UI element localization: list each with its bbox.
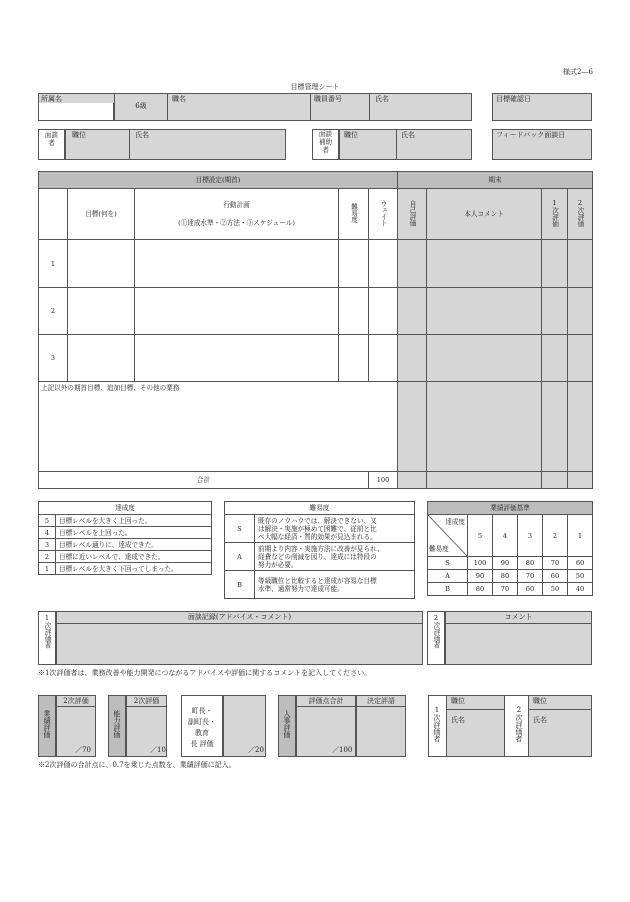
total-row: [39, 472, 593, 489]
table-row[interactable]: [39, 240, 593, 288]
second-evaluator-label: 2次評価者: [432, 614, 440, 649]
interviewer-shokui-label: 職位: [72, 131, 86, 139]
first-evaluator-label: 1次評価者: [43, 614, 51, 649]
second-eval-label: 2次評価者: [515, 706, 523, 742]
section-kishu: 目標設定(期首): [39, 172, 398, 189]
row-number: 2: [39, 288, 68, 335]
section-kimatsu: 期末: [398, 172, 593, 189]
assist-label: 面談補助者: [318, 130, 333, 154]
feedback-date-label: フィードバック面談日: [496, 131, 566, 139]
col-weight: ウェイト: [369, 189, 398, 240]
second-eval-shimei: 氏名: [533, 716, 547, 724]
second-eval-shokui: 職位: [533, 697, 547, 705]
sheet-title: 目標管理シート: [290, 83, 340, 91]
criteria-title: 業績評価基準: [428, 502, 593, 515]
gyoseki-max: ／70: [75, 746, 91, 754]
criteria-corner: 達成度 難易度: [428, 515, 468, 557]
gyoseki-label: 業績評価: [43, 710, 51, 738]
interviewer-cells[interactable]: [65, 129, 286, 160]
total-value: 100: [369, 472, 398, 489]
evaluation-note: ※2次評価の合計点に、0.7を乗じた点数を、業績評価に記入。: [38, 761, 236, 769]
first-eval-label: 1次評価者: [433, 706, 441, 742]
shozoku-input[interactable]: [38, 103, 114, 121]
shokuin-bango-label: 職員番号: [314, 95, 342, 103]
assist-shokui-label: 職位: [344, 131, 358, 139]
shimei-label: 氏名: [375, 95, 389, 103]
col-comment: 本人コメント: [427, 189, 542, 240]
achievement-title: 達成度: [39, 502, 212, 515]
mayor-label: 町長・ 副町長・ 教育 長 評価: [188, 707, 216, 748]
shokumei-label: 職名: [172, 95, 186, 103]
other-goals-label[interactable]: 上記以外の期首目標、追加目標、その他の業務: [39, 382, 398, 472]
score-max: ／100: [332, 746, 353, 754]
table-row[interactable]: [39, 288, 593, 335]
noryoku-col: 2次評価: [133, 697, 160, 705]
col-goal: 目標(何を): [68, 189, 135, 240]
difficulty-title: 難易度: [225, 502, 415, 515]
mayor-max: ／20: [248, 746, 264, 754]
assist-shimei-label: 氏名: [401, 131, 415, 139]
other-goals-row[interactable]: [39, 382, 593, 472]
final-grade-label: 決定評語: [367, 697, 395, 705]
score-total-label: 評価点合計: [308, 697, 344, 705]
interview-record-title: 面談記録(アドバイス・コメント): [187, 613, 292, 621]
goal-table: [38, 171, 593, 489]
interviewer-shimei-label: 氏名: [135, 131, 149, 139]
achievement-table: 達成度 5 目標レベルを大きく上回った。 4 目標レベルを上回った。 3 目標レベル通りに、達成できた。 2 目標に近いレベルで、達成できた。 1 目標レベルを大きく下回ってしまった。: [38, 501, 212, 575]
shozoku-label: 所属名: [41, 95, 62, 103]
col-first: 1次評価: [542, 189, 568, 240]
total-label: 合計: [39, 472, 369, 489]
grade-label: 6級: [135, 102, 147, 110]
first-eval-shokui: 職位: [451, 697, 465, 705]
comment-title: コメント: [504, 613, 533, 621]
interviewer-label: 面談者: [44, 131, 59, 147]
kakunin-bi-label: 目標確認日: [496, 95, 531, 103]
jinji-label: 人事評価: [283, 710, 291, 738]
table-row[interactable]: [39, 335, 593, 382]
difficulty-table: 難易度 S 既存のノウハウでは、解決できない、又 は解決・実施が極めて困難で、従前と比 べ大幅な経済・質的効果が見込まれる。 A 前期より内容・実施方法に改善が見られ、 経費などの削減を図り、達成には特段の 努力が必要。 B 等級職位と比較すると達成が容易な目標 水準、通常努力で達成可能。: [224, 501, 415, 599]
col-plan: 行動計画 (①達成水準・②方法・③スケジュール): [135, 189, 339, 240]
gyoseki-col: 2次評価: [63, 697, 89, 705]
noryoku-max: ／10: [150, 746, 166, 754]
row-number: 3: [39, 335, 68, 382]
col-difficulty: 難易度: [339, 189, 369, 240]
form-number: 様式2―6: [563, 68, 593, 76]
noryoku-label: 能力評価: [113, 710, 121, 738]
row-number: 1: [39, 240, 68, 288]
first-eval-shimei: 氏名: [451, 716, 465, 724]
criteria-table: 業績評価基準 達成度 難易度 5 4 3 2 1 S 100 90 80 70 60 A 90 80 70 60 50 B 80 70 60 50 40: [427, 501, 593, 596]
interview-note: ※1次評価者は、業務改善や能力開発につながるアドバイスや評価に関するコメントを記入してください。: [38, 669, 372, 677]
col-second: 2次評価: [568, 189, 593, 240]
col-self: 自己評価: [398, 189, 427, 240]
